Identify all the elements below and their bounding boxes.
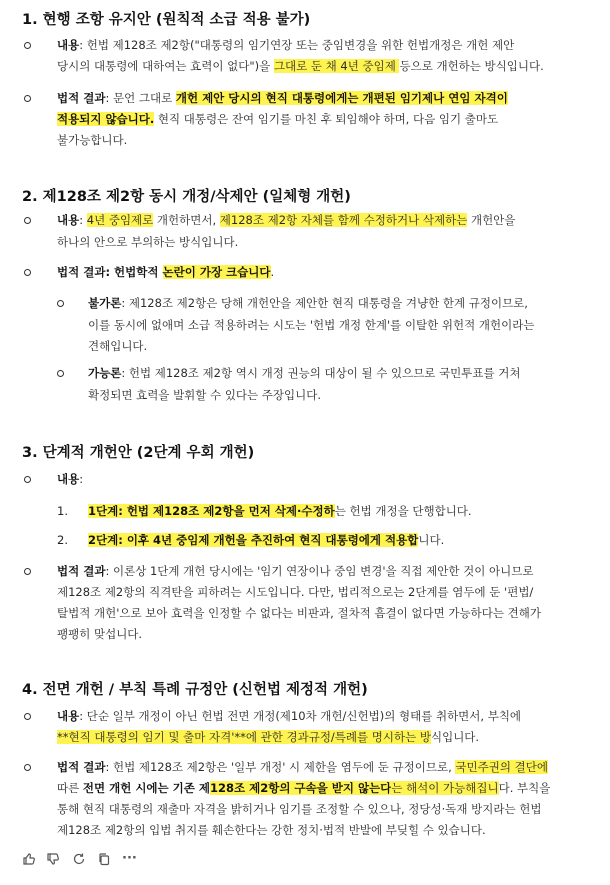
bullet-icon [24,568,31,575]
bullet-icon [24,95,31,102]
s3-b2-line4: 팽팽히 맞섭니다. [57,627,143,641]
s3-b2-line2: 제128조 제2항의 직격탄을 피하려는 시도입니다. 다만, 법리적으로는 2단계를 염두에 둔 '편법/ [57,585,534,599]
s3-b2-line3: 탈법적 개헌'으로 보아 효력을 인정할 수 없다는 비판과, 절차적 흠결이 없다면 가능하다는 견해가 [57,606,541,620]
bullet-icon [24,42,31,49]
s2-sub1-line1: 불가론: 제128조 제2항은 당해 개헌안을 제안한 현직 대통령을 겨냥한 한계 규정이므로, [88,296,528,310]
s1-b1-line2: 당시의 대통령에 대하여는 효력이 없다")을 그대로 둔 채 4년 중임제 등으로 개헌하는 방식입니다. [57,59,544,73]
s2-sub2-line1: 가능론: 헌법 제128조 제2항 역시 개정 권능의 대상이 될 수 있으므로 국민투표를 거쳐 [88,366,521,380]
s4-b2-line3: 통해 현직 대통령의 재출마 자격을 밝히거나 임기를 조정할 수 있으나, 정당성·독재 방지라는 헌법 [57,802,542,816]
s2-sub1-line3: 견해입니다. [88,339,148,353]
section-4-title: 4. 전면 개헌 / 부칙 특례 규정안 (신헌법 제정적 개헌) [22,682,368,698]
sub-bullet-icon [57,370,64,377]
s2-sub1-line2: 이를 동시에 없애며 소급 적용하려는 시도는 '헌법 개정 한계'를 이탈한 위헌적 개헌이라는 [88,318,535,332]
regenerate-icon[interactable] [72,852,86,866]
s4-b2-line4: 제128조 제2항의 입법 취지를 훼손한다는 강한 정치·법적 반발에 부딪힐 수 있습니다. [57,823,486,837]
s3-step1: 1단계: 헌법 제128조 제2항을 먼저 삭제·수정하는 헌법 개정을 단행합니다. [88,504,472,518]
s4-b2-line1: 법적 결과: 헌법 제128조 제2항은 '일부 개정' 시 제한을 염두에 둔 규정이므로, 국민주권의 결단에 [57,760,548,774]
s2-sub2-line2: 확정되면 효력을 발휘할 수 있다는 주장입니다. [88,388,322,402]
thumbs-down-icon[interactable] [46,852,60,866]
s1-b2-line3: 불가능합니다. [57,133,128,147]
step-number: 2. [57,533,68,547]
section-3-title: 3. 단계적 개헌안 (2단계 우회 개헌) [22,445,255,461]
sub-bullet-icon [57,300,64,307]
section-2-title: 2. 제128조 제2항 동시 개정/삭제안 (일체형 개헌) [22,189,351,205]
bullet-icon [24,713,31,720]
bullet-icon [24,476,31,483]
s2-b1-line1: 내용: 4년 중임제로 개헌하면서, 제128조 제2항 자체를 함께 수정하거나 삭제하는 개헌안을 [57,213,516,227]
thumbs-up-icon[interactable] [22,852,36,866]
s2-b1-line2: 하나의 안으로 부의하는 방식입니다. [57,235,239,249]
bullet-icon [24,764,31,771]
s4-b1-line2: **현직 대통령의 임기 및 출마 자격'**에 관한 경과규정/특례를 명시하는 방식입니다. [57,730,480,744]
s1-b2-line2: 적용되지 않습니다. 현직 대통령은 잔여 임기를 마친 후 퇴임해야 하며, 다음 임기 출마도 [57,112,499,126]
s1-b1-line1: 내용: 헌법 제128조 제2항("대통령의 임기연장 또는 중임변경을 위한 헌법개정은 개헌 제안 [57,38,515,52]
more-options-icon[interactable]: ··· [122,851,137,866]
s1-b2-line1: 법적 결과: 문언 그대로 개헌 제안 당시의 현직 대통령에게는 개편된 임기제나 연임 자격이 [57,91,508,105]
s3-b1-line1: 내용: [57,472,84,486]
s2-b2-line1: 법적 결과: 헌법학적 논란이 가장 크습니다. [57,265,275,279]
s3-step2: 2단계: 이후 4년 중임제 개헌을 추진하여 현직 대통령에게 적용합니다. [88,533,445,547]
step-number: 1. [57,504,68,518]
s4-b2-line2: 따른 전면 개헌 시에는 기존 제128조 제2항의 구속을 받지 않는다는 해석이 가능해집니다. 부칙을 [57,781,551,795]
section-1-title: 1. 현행 조항 유지안 (원칙적 소급 적용 불가) [22,12,311,28]
bullet-icon [24,269,31,276]
s3-b2-line1: 법적 결과: 이론상 1단계 개헌 당시에는 '임기 연장이나 중임 변경'을 직접 제안한 것이 아니므로 [57,564,534,578]
bullet-icon [24,217,31,224]
s4-b1-line1: 내용: 단순 일부 개정이 아닌 헌법 전면 개정(제10차 개헌/신헌법)의 형태를 취하면서, 부칙에 [57,709,522,723]
copy-icon[interactable] [97,852,111,866]
